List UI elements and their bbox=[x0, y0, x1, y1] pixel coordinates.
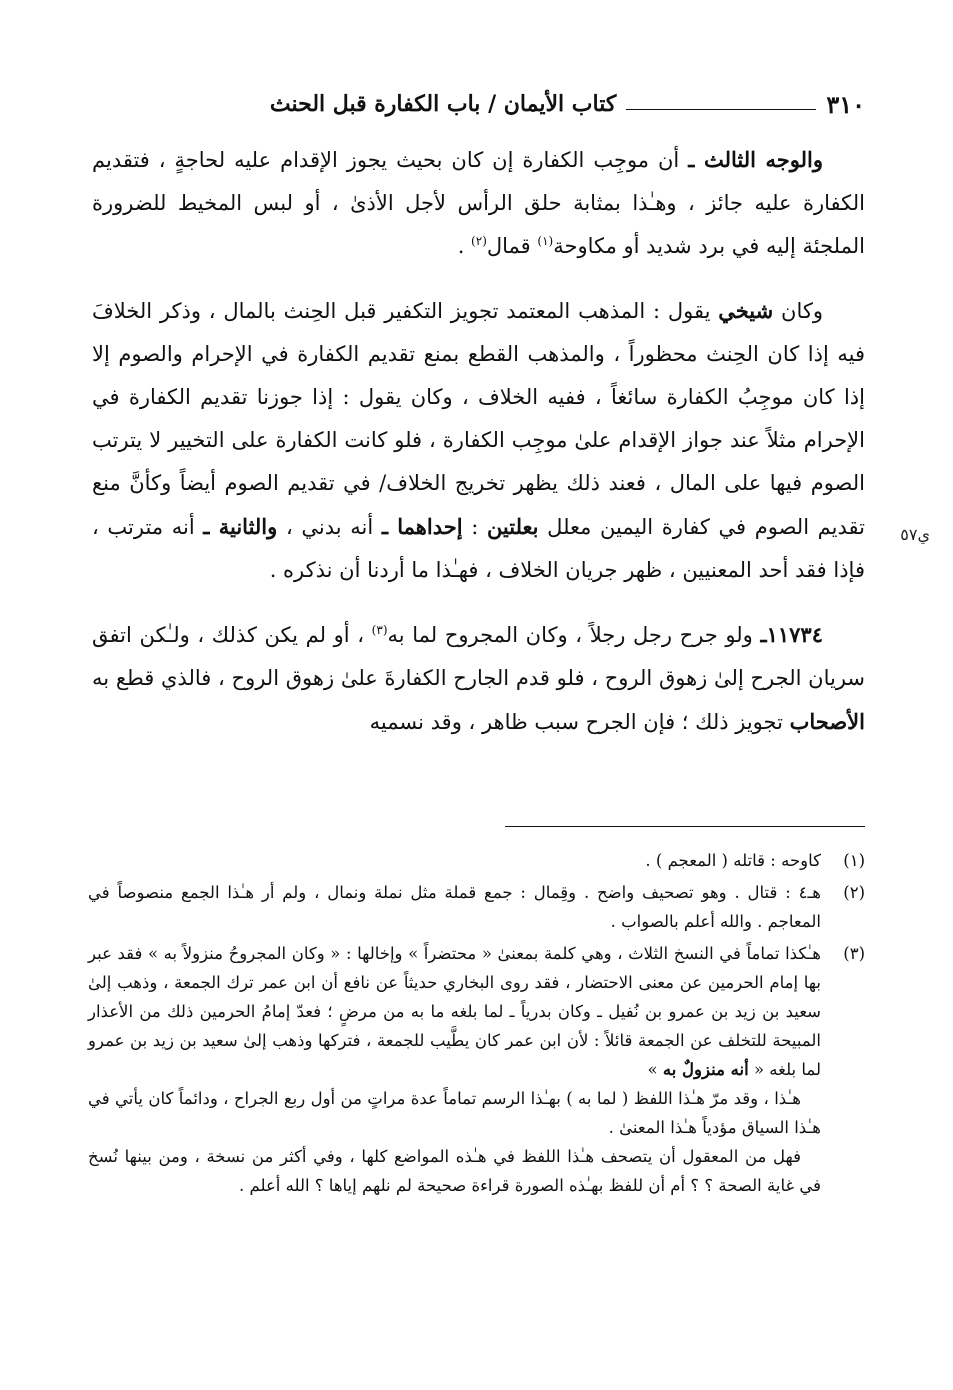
bold-term: والوجه الثالث ـ bbox=[688, 147, 823, 172]
footnote-ref-3: (٣) bbox=[371, 623, 388, 637]
footnote-ref-2: (٢) bbox=[471, 234, 487, 248]
bold-term: والثانية ـ bbox=[203, 514, 278, 539]
bold-term: إحداهما ـ bbox=[381, 514, 463, 539]
footnote-1 bbox=[88, 846, 865, 875]
footnote-separator bbox=[505, 826, 865, 827]
footnotes bbox=[88, 846, 865, 1203]
page-number: ٣١٠ bbox=[826, 89, 865, 119]
issue-number: ١١٧٣٤ـ bbox=[760, 622, 823, 647]
footnote-number: (٢) bbox=[843, 883, 865, 902]
footnote-text: هـ٤ : قتال . وهو تصحيف واضح . وقِمال : جمع قملة مثل نملة ونمال ، ولم أر هـٰذا الجمع منصوصاً في المعاجم . والله أعلم بالصواب . bbox=[88, 883, 821, 931]
running-title: كتاب الأيمان / باب الكفارة قبل الحنث bbox=[269, 91, 617, 117]
paragraph-third-aspect: والوجه الثالث ـ أن موجِب الكفارة إن كان بحيث يجوز الإقدام عليه لحاجةٍ ، فتقديم الكفارة عليه جائز ، وهـٰذا بمثابة حلق الرأس لأجل الأذىٰ ، أو لبس المخيط للضرورة الملجئة إليه في برد شديد أو مكاوحة$^{(١)}$ قمال$^{(٢)}$ . bbox=[92, 147, 865, 258]
footnote-ref-1: (١) bbox=[537, 234, 554, 248]
bold-term: شيخي bbox=[718, 298, 774, 323]
footnote-3 bbox=[88, 939, 865, 1200]
footnote-number: (١) bbox=[843, 851, 865, 870]
bold-term: الأصحاب bbox=[789, 709, 865, 734]
paragraph-sheikh-view: وكان شيخي يقول : المذهب المعتمد تجويز التكفير قبل الحِنث بالمال ، وذكر الخلافَ فيه إذا كان الحِنث محظوراً ، والمذهب القطع بمنع تقديم الكفارة في الإحرام والصوم إلا إذا كان موجِبُ الكفارة سائغاً ، ففيه الخلاف ، وكان يقول : إذا جوزنا تقديم الكفارة في الإحرام مثلاً عند جواز الإقدام علىٰ موجِب الكفارة ، فلو كانت الكفارة على التخيير لا يترتب الصوم فيها على المال ، فعند ذلك يظهر تخريج الخلاف/ في تقديم الصوم أيضاً وكأنَّ منع تقديم الصوم في كفارة اليمين معلل بعلتين : إحداهما ـ أنه بدني ، والثانية ـ أنه مترتب ، فإذا فقد أحد المعنيين ، ظهر جريان الخلاف ، فهـٰذا ما أردنا أن نذكره . bbox=[92, 298, 865, 582]
manuscript-folio-mark: ي٥٧ bbox=[900, 525, 930, 544]
bold-term: بعلتين bbox=[486, 514, 539, 539]
footnote-2 bbox=[88, 878, 865, 936]
footnote-number: (٣) bbox=[843, 944, 865, 963]
footnote-text: هـٰذا ، وقد مرّ هـٰذا اللفظ ( لما به ) بهـٰذا الرسم تماماً عدة مراتٍ من أول ربع الجراح ، ودائماً كان يأتي في هـٰذا السياق مؤدياً هـٰذا المعنىٰ . bbox=[88, 1089, 821, 1137]
running-header bbox=[92, 82, 865, 126]
bold-quote: أنه منزولٌ به bbox=[662, 1060, 749, 1079]
footnote-text: كاوحه : قاتله ( المعجم ) . bbox=[645, 851, 821, 870]
main-text bbox=[92, 138, 865, 744]
footnote-text: فهل من المعقول أن يتصحف هـٰذا اللفظ في هـٰذه المواضع كلها ، وفي أكثر من نسخة ، ومن بينها نُسخ في غاية الصحة ؟ ؟ أم أن للفظ بهـٰذه الصورة قراءة صحيحة لم نلهم إياها ؟ الله أعلم . bbox=[88, 1147, 821, 1195]
header-rule bbox=[626, 109, 816, 110]
paragraph-11734: ١١٧٣٤ـ ولو جرح رجل رجلاً ، وكان المجروح لما به$^{(٣)}$ ، أو لم يكن كذلك ، ولـٰكن اتفق سريان الجرح إلىٰ زهوق الروح ، فلو قدم الجارح الكفارةَ علىٰ زهوق الروح ، فالذي قطع به الأصحاب تجويز ذلك ؛ فإن الجرح سبب ظاهر ، وقد نسميه bbox=[92, 622, 865, 734]
footnote-text: هـٰكذا تماماً في النسخ الثلاث ، وهي كلمة بمعنىٰ « محتضراً » وإخالها : « وكان المجروحُ منزولاً به » فقد عبر بها إمام الحرمين عن معنى الاحتضار ، فقد روى البخاري حديثاً عن نافع أن ابن عمر ترك الجمعة ، وذهب إلىٰ سعيد بن زيد بن عمرو بن نُفيل ـ وكان بدرياً ـ لما بلغه ما به من مرضٍ ؛ فعدّ إمامُ الحرمين ذلك من الأعذار المبيحة للتخلف عن الجمعة قائلاً : لأن ابن عمر كان يطَّيب للجمعة ، فتركها وذهب إلىٰ سعيد بن زيد بن عمرو لما بلغه « أنه منزولٌ به » bbox=[88, 944, 821, 1079]
